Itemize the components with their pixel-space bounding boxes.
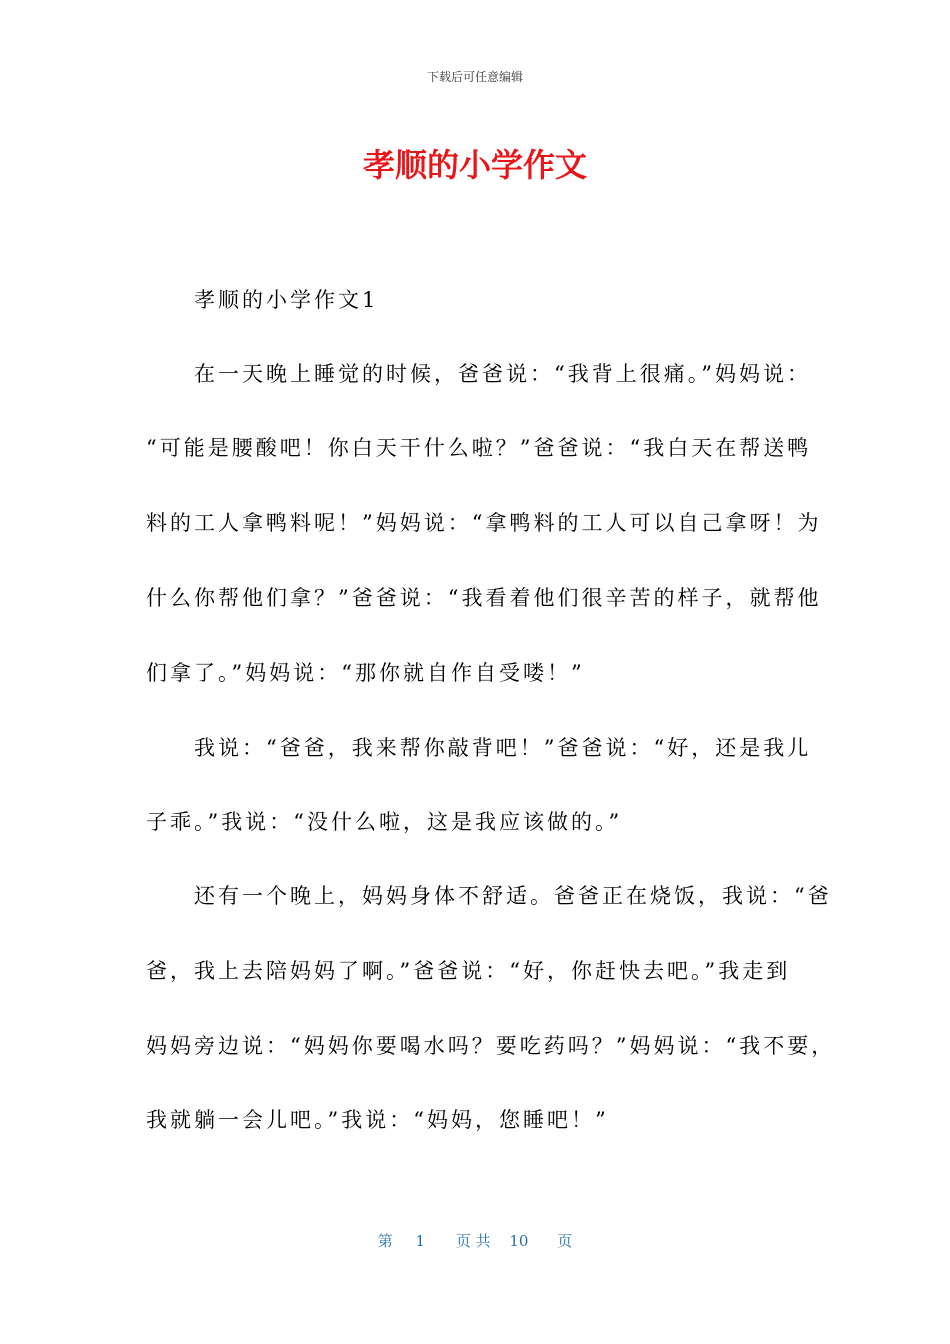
total-page-count: 10 (509, 1232, 529, 1250)
paragraph-line: 们拿了。”妈妈说：“那你就自作自受喽！” (146, 661, 585, 685)
paragraph-line: 什么你帮他们拿？”爸爸说：“我看着他们很辛苦的样子，就帮他 (146, 586, 822, 610)
paragraph-line: 还有一个晚上，妈妈身体不舒适。爸爸正在烧饭，我说：“爸 (146, 884, 832, 908)
paragraph-line: 妈妈旁边说：“妈妈你要喝水吗？要吃药吗？”妈妈说：“我不要， (146, 1034, 836, 1058)
paragraph-line: 料的工人拿鸭料呢！”妈妈说：“拿鸭料的工人可以自己拿呀！为 (146, 511, 822, 535)
paragraph-line: 子乖。”我说：“没什么啦，这是我应该做的。” (146, 810, 623, 834)
current-page-number: 1 (415, 1232, 426, 1250)
paragraph-line: 孝顺的小学作文1 (146, 288, 379, 312)
footer-suffix: 页 (557, 1232, 573, 1250)
document-title: 孝顺的小学作文 (362, 146, 587, 184)
footer-prefix: 第 (377, 1232, 393, 1250)
paragraph-line: 在一天晚上睡觉的时候，爸爸说：“我背上很痛。”妈妈说： (146, 362, 811, 386)
header-note: 下载后可任意编辑 (426, 70, 523, 84)
paragraph-line: 我说：“爸爸，我来帮你敲背吧！”爸爸说：“好，还是我儿 (146, 736, 812, 760)
page-footer (0, 1230, 950, 1251)
footer-middle: 页 共 (455, 1232, 491, 1250)
paragraph-line: 我就躺一会儿吧。”我说：“妈妈，您睡吧！” (146, 1108, 609, 1132)
paragraph-line: 爸，我上去陪妈妈了啊。”爸爸说：“好，你赶快去吧。”我走到 (146, 959, 791, 983)
paragraph-line: “可能是腰酸吧！你白天干什么啦？”爸爸说：“我白天在帮送鸭 (146, 436, 812, 460)
